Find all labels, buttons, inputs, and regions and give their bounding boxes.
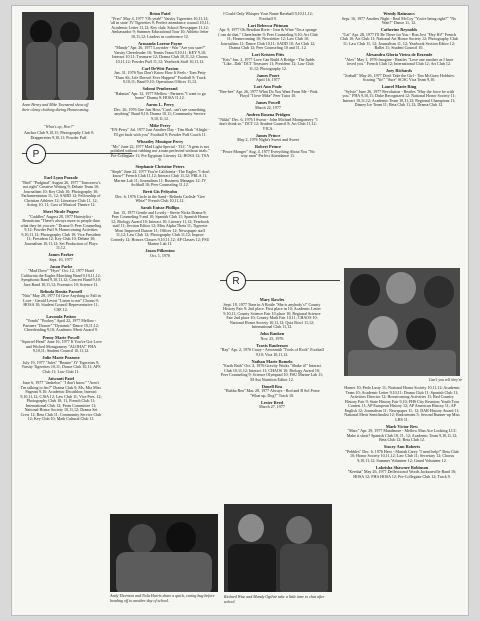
- list-item: James Parker Sept. 10, 1977: [48, 252, 74, 262]
- list-item: Lori Ann Poole "Bee-bee" Apr. 26, 1977 What Do You Want From Me - Pink Floyd "I love Mike" Peer Tutor 10.: [218, 84, 318, 99]
- list-item: Sarah Enisse Phillips Jun. 15, 1977 Gentle and Lovely - Stevie Nicks Drama 9; Peer Counseling 9 and 10; Spanish Club 11; Spanish Honor 12; Biology Award 10; Interact 10; Literary 11,12; Yearbook staff 11; Section Editor 12; Miss Alpha Theta 11; Tigerette Most Improved Dancer 11; Officer 12; Newspaper staff 11,12; Law Club 12; Photography Club 11,12; Improv Comedy 12; Honors Classes 9,10,11,12; AP Classes 12; FSU Marine Lab 11.: [110, 205, 210, 247]
- list-item: James Powell March 22, 1977: [255, 100, 281, 110]
- list-item: Lester Reed March 27, 1977: [259, 399, 285, 410]
- list-item: Brian Patel "Freo" May 4, 1977 "Oh yeah!" Varsity Tigerettes 10,11,12; 'all in state' JV Tigerettes 9; Perfect attendance council 10,11; Academic Letter 11,12; Key club; School Newspaper 11,12; Ambassador 9; Summer Educational Tour 10; Athletic letter 10,11,12; Leaders in conference 12.: [110, 12, 210, 39]
- photo-homecoming-clothes: [22, 12, 94, 100]
- list-item: Stephanie Christine Peters "Steph" June 22, 1977 You're California - The Eagles "I don't know!" French Club 11,12; Interact Club 11,12; FBLA 11; Marine Lab 11; Journalism 11; Business Manager 12; JV Softball 10; Peer Counseling 11,12.: [110, 164, 210, 188]
- list-item: Stacey Ann Roberts "Pebbles" Dec. 6, 1976 Hero - Mariah Carey "I need help!" Beta Club 10; Honor Society 10,11,12; Law Club 11; Secretary 12; Chorus 9,10,11,12; Summer Volunteer 12; Guard Volunteer 12.: [345, 444, 459, 463]
- list-item: Jason Pilkenton Oct. 1, 1976: [145, 248, 175, 258]
- list-item: James Poort April 16, 1977: [256, 72, 280, 83]
- list-item: Wheatley Monique Perry "Mo" June 22, 1977 Mad Light Special - TLC "A gem is not polished without rubbing nor a man perfected without trials." Pre-Collegiate 11; Pre Egyptian Literary 12; HOSA 12; TSA 9.: [110, 139, 210, 163]
- list-item: Jaiwanti Patel June 6, 1977 "Jankeloo" "I don't know" "Aren't I'm talking to her?" Drama Club 9; Ms. Mia Miss Pageant 9,10; Academic Decathlon; Interact 9,10,11,12; CJSA 12; Law Club 11; Vice Pres. 12; Photography Club 10; 11, French Club 11; International Club 12; Prom Committee 11; National Honor Society 10,11,12; Drama Set Crew 12; Beta Club 11; Community Service Club 12; Key Club 10; Math Cultural Club 11.: [20, 375, 102, 422]
- list-item: Andrea Rosena Pridgen "Nikki" Dec. 6, 1976 I Swear - John Michael Montgomery "I don't think so." DCT 12; Student Council 8; Art Club 11,12; VICA.: [218, 112, 318, 131]
- photo-caption-chat: Richard Wise and Mandy Ogilvie take a little time to chat after school.: [224, 594, 325, 604]
- list-item: Earl Lynn Pozzole "Bird" "Pudginal" August 26, 1977 "Tomorrow's not right" Creative Writing 9; Debate Team 10; Journalism 10; Key Club 10; Photography 10; Parliamentarian 11, 12; SADD 12; Fellowship of Christian Athletes 12; Literature Club 11, 12; Acting 10, 11; Cast of Musical Theatre 12.: [21, 176, 101, 207]
- yearbook-page: [12, 6, 468, 615]
- list-item: Robert Prince "Peace Monger" Aug. 4, 1977 Everything About You "No way man" Perfect Attendance 11.: [221, 144, 315, 159]
- section-letter-r: R: [226, 271, 246, 291]
- column-d: [340, 12, 458, 262]
- list-item: John Ranken Nov. 25, 1976: [259, 331, 285, 341]
- list-item: Solomi Pemberand "Rahmin" Apr. 12, 1977 Mellow - Partners "I want to go home" Drama 9; HOSA 11,12.: [114, 86, 206, 101]
- list-item: Wendy Rainsaws Sept. 16, 1977 Another Night - Real McCoy "You're being right?" "No Wait?" Dance 11, 12.: [341, 12, 457, 25]
- column-f: [344, 386, 460, 608]
- column-c: [218, 12, 318, 312]
- list-item: Travis Raulerson "Ray" Apr. 2, 1976 Crazy - Aerosmith "Tools of Rock" Football 9,10; Vica 10,11,12.: [220, 342, 324, 357]
- photo-chat: [224, 504, 332, 592]
- photo-caption-homecoming: Anne Henry and Mike Townsend show off their classy clothing during Homecoming.: [22, 102, 90, 112]
- list-item: Lori Rebecca Pittman Apr. 9, 1977 Oh Bendian River - Iron & Wine "I'm a sponge ( can do that," Cheerleader 9; Peer Counseling 9,10; Art Club 11; Homecoming 10; Newsletter 12; Law Club 10; Journalism 11; Dance Club 10,11; SADD 10; Art Club 12; Drama Club 12; Peer Counseling 10 and 11, 12.: [218, 22, 318, 51]
- list-item: Anchor Club 9,10,11; Photography Club 9; Drapperettes 9,10,11; Powder Puff.: [24, 131, 94, 140]
- list-item: Sheri Nicole Pugese "Cuddles" August 28, 1977 Hairstylist - Beautician "There's always more to people than what they let you see." Drama 9; Peer Counseling 9,12; Powder Puff 9; Homecoming Activities 9,10,11,12; Photography Club 10; Vice President 11; President 12; Key Club 10; Debate 10; Journalism 10,11,12; Set Production of Plays 11,12.: [20, 209, 102, 251]
- list-item: Belinda Renita Parnell "Nita" May 28, 1977 I'd Give Anything to Fall in Love - Gerald Levert "Listen to me" Chorus 9; HOSA 10; Student Council Representative 11; CSE 12.: [21, 288, 101, 312]
- photo-hug: [110, 514, 218, 592]
- list-item: Laurel Marie Ring "Sylvie" June 26, 1977 Revolution - Beatles "May the force be with you." FHA 9,10,11; Duke Recognized 12; National Honor Society 11; Interact 10,11,12; Academic Team 10,11,12; Regional Champions 11; Disney Ice Team 11; Beta Club 11,12; Drama Club 12.: [342, 84, 456, 108]
- list-item: Lori Kristen Pitts "Kris" Jun. 2, 1977 Love Can Build A Bridge - The Judds "Like...Dah" DCT Treasurer 11; President 12; Law Club 11,12; Photography 12.: [221, 52, 315, 71]
- list-item: Armanda Lorene Payne "Mandy" Apr. 26, 1977 Lowrider - War "Are you sure?" Varsity Cheerleader 10; Tennis Team 9,10,11; KEY 9,10; Interact 10,11; Treasurer 12; Drama Club 10,11,12; Chorus 10,11,12; Powder Puff 11,12; Yearbook Staff 10,11,12.: [112, 40, 208, 64]
- list-item: Alexandra Gloria Vieira de Rezende "Alex" May 1, 1976 Imagine - Beatles "Love one another as I have loved you." French Club 12; International Club 12; Art Club 12.: [344, 52, 454, 67]
- photo-group: [344, 268, 460, 376]
- list-item: Carl DeWitt Paxton Jan. 31, 1976 You Don't Know How It Feels - Tom Petty "Dam Ah, Life Doesn't Ever Happen!" Football 9; Track 9,10,11; Band 9,10; Operations Officer 11,12.: [114, 65, 206, 85]
- list-item: Lakeisha Shawnee Robinson "Keesha" May 26, 1977 Deflectionof Words Jacksonville Band 10; HOSA 12; FHA HOSA 12; Pre-Collegiate Club 12; Track 9.: [347, 464, 457, 479]
- list-item: Mike Perry "EN-Perry" Jul. 1977 Just Another Day - Tim Shah "Alright - I'll get back with you" Football 9; Powder Puff Coach 11.: [110, 122, 210, 137]
- list-item: Aaron L. Perry Dec. 26, 1976 Gee Just Hoss "Can't, can't see something, anything" Band 9,10; Drama 10,11; Community Service 9,10,11,12.: [113, 102, 207, 121]
- list-item: Julie Marie Pozzone July 19, 1977 "Jules" "Beanie" JV Tigerettes 9; Varsity Tigerettes 10,11; Dance Club 10,11; AFS Club 11; Law Club 11.: [21, 355, 101, 374]
- column-b: [110, 12, 210, 512]
- list-item: Homer 10; Pedo Lusty 11; National Honor Society 10,11,12; Academic Team 10; Academic Letter 9,10,11; Drama Club 11; Spanish Club 11; Activities Director 12; Homecoming Activities 11; Red Country History Fair 9; State History Fair 9,10; FHS City Reunion; Youth Tour Contest 11; AP European History 12; AP American History 11; AP English 12; Journalism 11; Newspaper 11, 12; DAR History Award 11; National Merit Semifinalist 12; Endowment 5; Second Runner-up Miss LHS 11.: [344, 386, 460, 422]
- list-item: Mark Victor Rew "Marc" Apr. 29, 1977 Mandmore - Mellow Man Ace Looking LCC Make it short? Spanish Club 10, 11, 12; Academic Team 9,10,11,12; Beta Club 12; Beta Club 12.: [346, 423, 458, 443]
- section-letter-p: P: [26, 144, 46, 164]
- list-item: Mary Rawles Sept. 18, 1977 Time in A Bottle "She is anybody's!" County History Fair 9; 2nd place. First place in 10; Academic Letter 9,10,11; County Science Fair 10 place 10; Regional Science Fair 2nd place 10; County Math Fair 10,11; CHAOS 10; National Honor Society 10,11,12; Quiz Bowl 11,12; International Club 11,12.: [223, 298, 321, 329]
- column-a-top: [22, 131, 96, 143]
- list-item: I Could Only Whisper Your Name Baseball 9,10,11,12; Football 9.: [223, 12, 313, 21]
- list-item: Penny Marie Powell "Squirrel Head" June 16, 1977 If You've Got Love and Wicked Montgomery "ALOHA!" FHA 9,10,11; Student Council 10,11,12.: [20, 334, 102, 354]
- list-item: Jason Parke "Mad Dove" "Hyer" Oct. 12, 1977 Hotel California the Eagles Marching Band 9,10,11,12; Symphonic Band 9,10,11,12; Concert Band 9,10; Jazz Band 10,11,12; Forensics 10; Science 11.: [21, 263, 101, 287]
- photo-caption-hug: Andy Thornton and Nola Harris share a quick, caring hug before heading off to another day of school.: [110, 593, 215, 603]
- list-item: Brett Gis Peltyohn Dec. 6, 1976 Circle in the Sand - Belinda Carlisle "Gee Whiz!" French Club 10,11,12.: [115, 189, 205, 204]
- photo-subcaption-homecoming: "Whut's up, Hon?": [43, 124, 75, 129]
- photo-caption-group: Can't you tell they're: [428, 377, 462, 382]
- list-item: Joey Richards "Joeball" May 26, 1977 Don't Take the Girl - Tim McGraw Hobbies: Scaring "Yo!" "Sure" SCSC Vica Team 9,10.: [343, 68, 455, 83]
- column-e: [220, 298, 324, 498]
- list-item: Catherine Reynolds "Cat" Apr. 28, 1977 I'll Be There for You - Bon Jovi "Hey Hi!" French Club 10; Art Club 11; National Art Honor Society 12; Photography Club 11; Law Club 11, 12; Journalism 11, 12; Yearbook Section Editor 12; Ballet 11; Student Council 10.: [340, 27, 458, 51]
- column-a: [20, 176, 102, 608]
- list-item: Donell Rea "Bubba Rea" Mar. 28, 1977 Always - Rod and B Sol Posse "What up, Dog?" Track 10.: [224, 383, 320, 398]
- list-item: Nathan Marie Romelo "Earth Bath" Oct. 2, 1976 Gravity Works "Shake it!" Interact Club 10,11,12; Interact 11; CHAOS 10; Biology Award 10; Peer Counseling 9; Science Olympiad 10; FSU Marine Lab 11; M Aut Nutrition Editor 12.: [220, 358, 324, 382]
- list-item: Lavonda Patton "Vonda" "Pookey" April 22, 1977 Mellow - Partners "Dancer" "Dynamic" Dance 10,11,12; Cheerleading 9,10; Academic Merit Award 9.: [23, 313, 99, 333]
- list-item: James Prince May 2, 1976 Night's Sweet and Sweet: [237, 132, 299, 143]
